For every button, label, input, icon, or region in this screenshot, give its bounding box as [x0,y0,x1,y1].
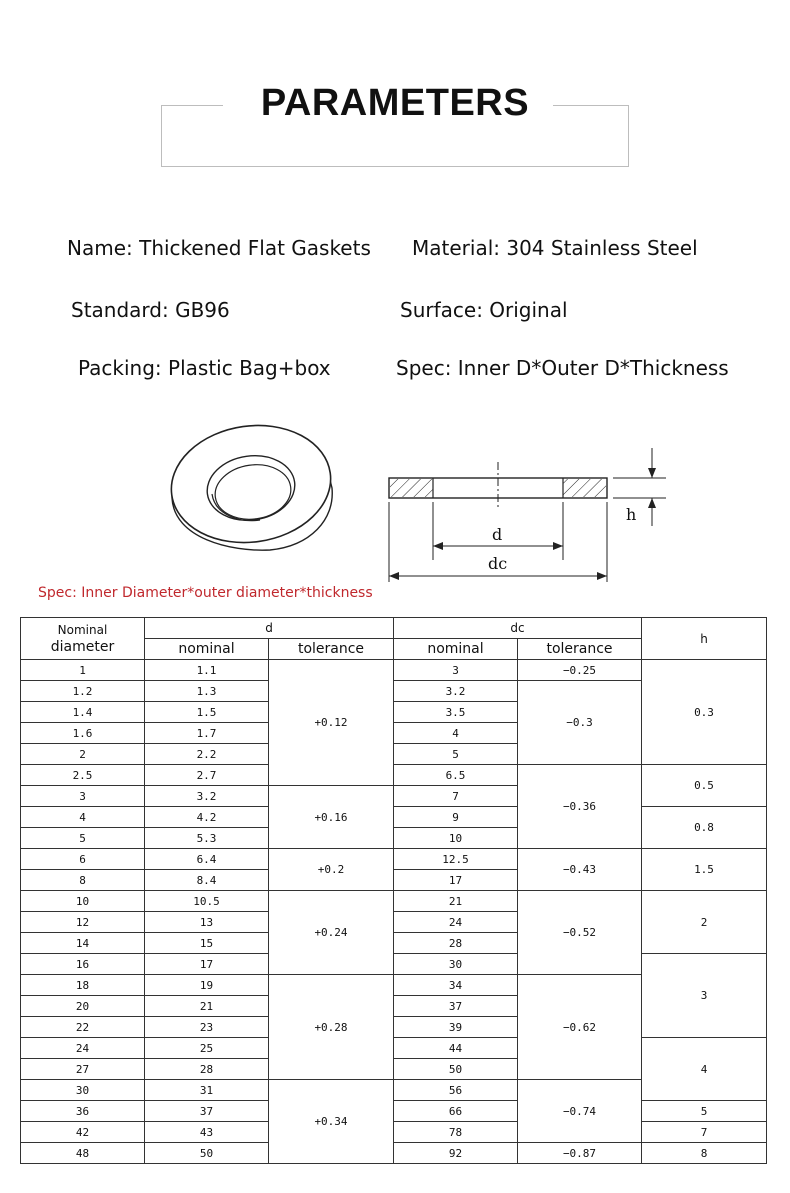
spec-material: Material: 304 Stainless Steel [412,236,698,260]
table-row [21,1101,767,1122]
nominal-diameter-cell: 1.4 [21,702,145,723]
d-nominal-cell: 25 [145,1038,269,1059]
dc-nominal-cell: 4 [394,723,518,744]
h-cell: 0.8 [642,807,767,849]
d-nominal-cell: 4.2 [145,807,269,828]
nominal-diameter-cell: 30 [21,1080,145,1101]
h-cell: 3 [642,954,767,1038]
nominal-diameter-cell: 2.5 [21,765,145,786]
nominal-diameter-cell: 36 [21,1101,145,1122]
spec-surface: Surface: Original [400,298,568,322]
dc-nominal-cell: 10 [394,828,518,849]
d-nominal-cell: 5.3 [145,828,269,849]
d-nominal-cell: 6.4 [145,849,269,870]
dc-nominal-cell: 34 [394,975,518,996]
h-cell: 5 [642,1101,767,1122]
table-row [21,765,767,786]
nominal-diameter-cell: 27 [21,1059,145,1080]
nominal-diameter-cell: 6 [21,849,145,870]
header-dc-tolerance: tolerance [518,639,642,660]
dc-nominal-cell: 3 [394,660,518,681]
nominal-diameter-cell: 3 [21,786,145,807]
nominal-diameter-cell: 42 [21,1122,145,1143]
nominal-diameter-cell: 1.6 [21,723,145,744]
dc-nominal-cell: 9 [394,807,518,828]
d-nominal-cell: 17 [145,954,269,975]
d-nominal-cell: 43 [145,1122,269,1143]
table-row [21,1143,767,1164]
d-tolerance-cell: +0.16 [269,786,394,849]
dc-tolerance-cell: −0.36 [518,765,642,849]
header-nominal-diameter: Nominal diameter [21,618,145,660]
d-tolerance-cell: +0.34 [269,1080,394,1164]
dc-nominal-cell: 17 [394,870,518,891]
d-nominal-cell: 1.7 [145,723,269,744]
h-label: h [626,505,637,524]
h-cell: 0.3 [642,660,767,765]
d-nominal-cell: 2.7 [145,765,269,786]
d-nominal-cell: 1.3 [145,681,269,702]
dc-tolerance-cell: −0.87 [518,1143,642,1164]
washer-section-drawing [380,440,680,590]
dc-nominal-cell: 44 [394,1038,518,1059]
nominal-diameter-cell: 2 [21,744,145,765]
spec-name: Name: Thickened Flat Gaskets [67,236,371,260]
d-tolerance-cell: +0.2 [269,849,394,891]
dc-nominal-cell: 78 [394,1122,518,1143]
table-row [21,1122,767,1143]
d-nominal-cell: 10.5 [145,891,269,912]
dc-nominal-cell: 7 [394,786,518,807]
nominal-diameter-cell: 5 [21,828,145,849]
d-nominal-cell: 2.2 [145,744,269,765]
dc-label: dc [488,554,508,573]
d-nominal-cell: 1.1 [145,660,269,681]
h-cell: 0.5 [642,765,767,807]
dc-tolerance-cell: −0.3 [518,681,642,765]
header-dc-nominal: nominal [394,639,518,660]
d-nominal-cell: 3.2 [145,786,269,807]
dc-nominal-cell: 50 [394,1059,518,1080]
parameter-table [20,617,767,1164]
dc-tolerance-cell: −0.25 [518,660,642,681]
spec-standard: Standard: GB96 [71,298,230,322]
parameter-table-body [21,660,767,1164]
dc-tolerance-cell: −0.74 [518,1080,642,1143]
h-cell: 1.5 [642,849,767,891]
dc-nominal-cell: 3.5 [394,702,518,723]
h-cell: 7 [642,1122,767,1143]
nominal-diameter-cell: 24 [21,1038,145,1059]
header-d-tolerance: tolerance [269,639,394,660]
table-row [21,807,767,828]
dc-tolerance-cell: −0.52 [518,891,642,975]
d-nominal-cell: 19 [145,975,269,996]
d-nominal-cell: 28 [145,1059,269,1080]
spec-packing: Packing: Plastic Bag+box [78,356,331,380]
table-row [21,954,767,975]
d-nominal-cell: 31 [145,1080,269,1101]
d-nominal-cell: 23 [145,1017,269,1038]
dc-nominal-cell: 92 [394,1143,518,1164]
dc-nominal-cell: 30 [394,954,518,975]
dc-nominal-cell: 24 [394,912,518,933]
d-nominal-cell: 50 [145,1143,269,1164]
nominal-diameter-cell: 8 [21,870,145,891]
dc-tolerance-cell: −0.62 [518,975,642,1080]
nominal-diameter-cell: 4 [21,807,145,828]
d-nominal-cell: 1.5 [145,702,269,723]
dc-nominal-cell: 39 [394,1017,518,1038]
nominal-diameter-cell: 48 [21,1143,145,1164]
table-row [21,1038,767,1059]
nominal-diameter-cell: 20 [21,996,145,1017]
dc-nominal-cell: 3.2 [394,681,518,702]
dc-nominal-cell: 12.5 [394,849,518,870]
d-nominal-cell: 37 [145,1101,269,1122]
header-d-nominal: nominal [145,639,269,660]
header-dc: dc [394,618,642,639]
nominal-diameter-cell: 1 [21,660,145,681]
d-nominal-cell: 21 [145,996,269,1017]
spec-dimensions: Spec: Inner D*Outer D*Thickness [396,356,729,380]
nominal-diameter-cell: 12 [21,912,145,933]
d-tolerance-cell: +0.12 [269,660,394,786]
dc-nominal-cell: 37 [394,996,518,1017]
h-cell: 2 [642,891,767,954]
dc-nominal-cell: 66 [394,1101,518,1122]
dc-tolerance-cell: −0.43 [518,849,642,891]
header-d: d [145,618,394,639]
washer-perspective-drawing [160,420,360,570]
d-nominal-cell: 8.4 [145,870,269,891]
dc-nominal-cell: 5 [394,744,518,765]
nominal-diameter-cell: 22 [21,1017,145,1038]
nominal-diameter-cell: 16 [21,954,145,975]
dc-nominal-cell: 28 [394,933,518,954]
nominal-diameter-cell: 18 [21,975,145,996]
table-row [21,660,767,681]
spec-note: Spec: Inner Diameter*outer diameter*thickness [38,585,373,601]
d-nominal-cell: 13 [145,912,269,933]
d-label: d [492,525,503,544]
d-tolerance-cell: +0.28 [269,975,394,1080]
table-row [21,891,767,912]
dc-nominal-cell: 56 [394,1080,518,1101]
h-cell: 4 [642,1038,767,1101]
nominal-diameter-cell: 1.2 [21,681,145,702]
nominal-diameter-cell: 14 [21,933,145,954]
page-title: PARAMETERS [260,82,530,124]
dc-nominal-cell: 21 [394,891,518,912]
dc-nominal-cell: 6.5 [394,765,518,786]
header-h: h [642,618,767,660]
d-nominal-cell: 15 [145,933,269,954]
d-tolerance-cell: +0.24 [269,891,394,975]
nominal-diameter-cell: 10 [21,891,145,912]
table-row [21,849,767,870]
h-cell: 8 [642,1143,767,1164]
